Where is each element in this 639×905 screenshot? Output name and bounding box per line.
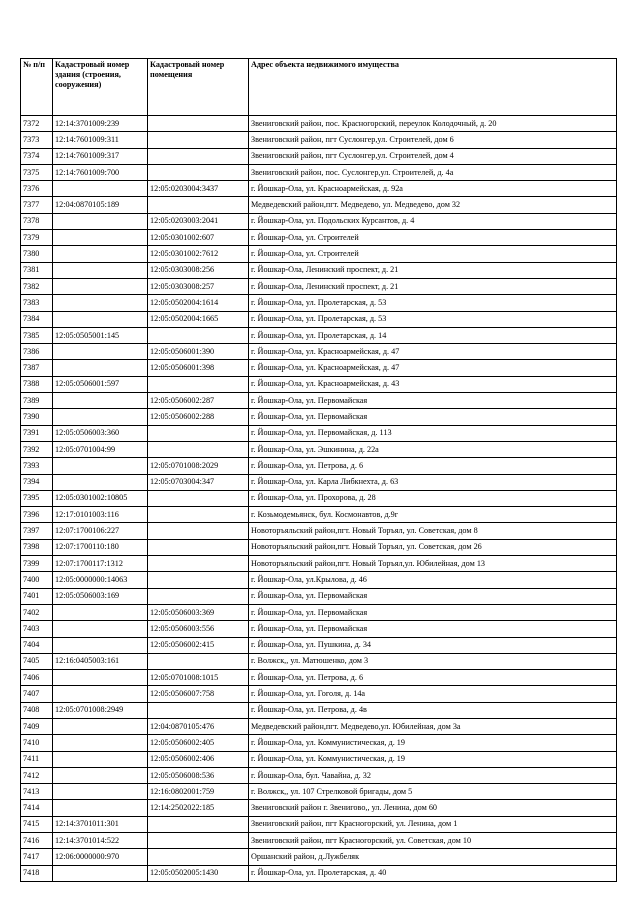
cell-room-cadastral: 12:04:0870105:476	[148, 718, 249, 734]
cell-room-cadastral	[148, 539, 249, 555]
table-row	[21, 816, 617, 832]
cell-number: 7394	[21, 474, 53, 490]
cell-building-cadastral	[53, 262, 148, 278]
table-row	[21, 490, 617, 506]
table-row	[21, 556, 617, 572]
cell-building-cadastral	[53, 409, 148, 425]
cell-address: г. Йошкар-Ола, ул. Первомайская	[249, 621, 617, 637]
table-row	[21, 393, 617, 409]
table-row	[21, 686, 617, 702]
cell-address: Новоторъяльский район,пгт. Новый Торъял, ул. Советская, дом 26	[249, 539, 617, 555]
cell-number: 7376	[21, 181, 53, 197]
cell-number: 7397	[21, 523, 53, 539]
table-row	[21, 637, 617, 653]
table-row	[21, 604, 617, 620]
cell-building-cadastral	[53, 751, 148, 767]
cell-number: 7405	[21, 653, 53, 669]
cell-address: г. Йошкар-Ола, ул. Красноармейская, д. 47	[249, 360, 617, 376]
cell-number: 7375	[21, 164, 53, 180]
cell-room-cadastral	[148, 441, 249, 457]
header-room-cadastral: Кадастровый номер помещения	[148, 59, 249, 116]
cell-number: 7393	[21, 458, 53, 474]
cell-room-cadastral: 12:05:0301002:607	[148, 230, 249, 246]
table-row	[21, 670, 617, 686]
cell-address: г. Йошкар-Ола, ул. Коммунистическая, д. 19	[249, 735, 617, 751]
cell-number: 7386	[21, 344, 53, 360]
table-row	[21, 164, 617, 180]
cell-address: г. Йошкар-Ола, ул. Первомайская, д. 113	[249, 425, 617, 441]
cell-number: 7411	[21, 751, 53, 767]
cell-number: 7416	[21, 833, 53, 849]
cell-room-cadastral: 12:05:0203004:3437	[148, 181, 249, 197]
cell-building-cadastral	[53, 604, 148, 620]
cell-number: 7384	[21, 311, 53, 327]
cell-building-cadastral: 12:05:0301002:10805	[53, 490, 148, 506]
cell-room-cadastral	[148, 425, 249, 441]
cell-address: г. Йошкар-Ола, Ленинский проспект, д. 21	[249, 278, 617, 294]
cell-number: 7378	[21, 213, 53, 229]
cell-room-cadastral	[148, 816, 249, 832]
cell-number: 7372	[21, 116, 53, 132]
table-row	[21, 213, 617, 229]
cell-room-cadastral	[148, 132, 249, 148]
cell-number: 7403	[21, 621, 53, 637]
cell-number: 7406	[21, 670, 53, 686]
cell-address: г. Йошкар-Ола, ул. Петрова, д. 6	[249, 458, 617, 474]
cell-room-cadastral: 12:05:0506008:536	[148, 767, 249, 783]
cell-number: 7414	[21, 800, 53, 816]
cell-address: г. Козьмодемьянск, бул. Космонавтов, д.9г	[249, 507, 617, 523]
cell-room-cadastral: 12:05:0506002:405	[148, 735, 249, 751]
cell-number: 7377	[21, 197, 53, 213]
cell-building-cadastral	[53, 311, 148, 327]
cell-address: Звениговский район, пос. Красногорский, переулок Колодочный, д. 20	[249, 116, 617, 132]
table-row	[21, 767, 617, 783]
cell-address: г. Йошкар-Ола, ул. Красноармейская, д. 43	[249, 376, 617, 392]
cell-room-cadastral	[148, 148, 249, 164]
table-row	[21, 230, 617, 246]
document-page	[20, 58, 616, 882]
cell-building-cadastral	[53, 295, 148, 311]
cell-number: 7417	[21, 849, 53, 865]
cell-address: г. Йошкар-Ола, ул. Подольских Курсантов, д. 4	[249, 213, 617, 229]
cell-room-cadastral: 12:05:0506003:556	[148, 621, 249, 637]
cell-building-cadastral: 12:14:3701009:239	[53, 116, 148, 132]
cell-address: Медведевский район,пгт. Медведево,ул. Юбилейная, дом 3а	[249, 718, 617, 734]
cell-number: 7392	[21, 441, 53, 457]
cell-building-cadastral	[53, 230, 148, 246]
table-row	[21, 653, 617, 669]
table-header	[21, 59, 617, 116]
cell-room-cadastral	[148, 653, 249, 669]
cell-room-cadastral: 12:05:0506001:398	[148, 360, 249, 376]
cell-room-cadastral	[148, 572, 249, 588]
table-row	[21, 702, 617, 718]
cell-number: 7387	[21, 360, 53, 376]
cell-number: 7407	[21, 686, 53, 702]
cell-room-cadastral	[148, 507, 249, 523]
cell-room-cadastral: 12:05:0701008:2029	[148, 458, 249, 474]
table-row	[21, 572, 617, 588]
table-row	[21, 735, 617, 751]
cell-room-cadastral: 12:05:0703004:347	[148, 474, 249, 490]
cell-building-cadastral	[53, 637, 148, 653]
cell-address: Звениговский район, пгт Суслонгер,ул. Строителей, дом 4	[249, 148, 617, 164]
cell-room-cadastral: 12:05:0502005:1430	[148, 865, 249, 881]
cell-room-cadastral	[148, 833, 249, 849]
table-row	[21, 262, 617, 278]
cell-number: 7391	[21, 425, 53, 441]
table-row	[21, 197, 617, 213]
cell-address: Оршанский район, д.Лужбеляк	[249, 849, 617, 865]
cell-room-cadastral: 12:05:0506007:758	[148, 686, 249, 702]
table-row	[21, 718, 617, 734]
cell-address: г. Йошкар-Ола, ул. Строителей	[249, 246, 617, 262]
cell-room-cadastral	[148, 490, 249, 506]
cell-building-cadastral	[53, 784, 148, 800]
cell-room-cadastral: 12:05:0506003:369	[148, 604, 249, 620]
cell-address: г. Йошкар-Ола, ул. Красноармейская, д. 92а	[249, 181, 617, 197]
cell-room-cadastral: 12:05:0303008:257	[148, 278, 249, 294]
cell-number: 7413	[21, 784, 53, 800]
cell-building-cadastral	[53, 621, 148, 637]
header-row	[21, 59, 617, 116]
table-row	[21, 246, 617, 262]
cell-number: 7380	[21, 246, 53, 262]
table-row	[21, 833, 617, 849]
cell-building-cadastral	[53, 181, 148, 197]
table-row	[21, 523, 617, 539]
cell-number: 7410	[21, 735, 53, 751]
cell-number: 7401	[21, 588, 53, 604]
table-row	[21, 344, 617, 360]
cell-number: 7389	[21, 393, 53, 409]
cell-building-cadastral	[53, 278, 148, 294]
cell-building-cadastral: 12:14:7601009:317	[53, 148, 148, 164]
cell-room-cadastral: 12:05:0502004:1665	[148, 311, 249, 327]
header-building-cadastral: Кадастровый номер здания (строения, сооружения)	[53, 59, 148, 116]
cell-building-cadastral	[53, 670, 148, 686]
table-row	[21, 148, 617, 164]
cell-address: Новоторъяльский район,пгт. Новый Торъял, ул. Советская, дом 8	[249, 523, 617, 539]
cell-number: 7402	[21, 604, 53, 620]
cell-building-cadastral	[53, 767, 148, 783]
cell-room-cadastral: 12:05:0506002:287	[148, 393, 249, 409]
cell-building-cadastral	[53, 393, 148, 409]
cell-number: 7415	[21, 816, 53, 832]
cell-room-cadastral	[148, 849, 249, 865]
cell-room-cadastral: 12:14:2502022:185	[148, 800, 249, 816]
cell-address: Новоторъяльский район,пгт. Новый Торъял,ул. Юбилейная, дом 13	[249, 556, 617, 572]
cell-building-cadastral: 12:16:0405003:161	[53, 653, 148, 669]
cell-number: 7418	[21, 865, 53, 881]
table-row	[21, 311, 617, 327]
cell-room-cadastral: 12:05:0502004:1614	[148, 295, 249, 311]
table-row	[21, 295, 617, 311]
cell-room-cadastral	[148, 116, 249, 132]
table-body	[21, 116, 617, 882]
cell-building-cadastral: 12:17:0101003:116	[53, 507, 148, 523]
cell-address: Звениговский район, пгт Красногорский, ул. Советская, дом 10	[249, 833, 617, 849]
header-address: Адрес объекта недвижимого имущества	[249, 59, 617, 116]
table-row	[21, 278, 617, 294]
cell-building-cadastral	[53, 458, 148, 474]
cell-building-cadastral	[53, 344, 148, 360]
cell-room-cadastral	[148, 523, 249, 539]
cell-address: г. Йошкар-Ола, бул. Чавайна, д. 32	[249, 767, 617, 783]
cell-room-cadastral	[148, 197, 249, 213]
cell-building-cadastral: 12:05:0000000:14063	[53, 572, 148, 588]
cell-number: 7388	[21, 376, 53, 392]
table-row	[21, 751, 617, 767]
cell-room-cadastral: 12:16:0802001:759	[148, 784, 249, 800]
cell-building-cadastral: 12:05:0701004:99	[53, 441, 148, 457]
table-row	[21, 849, 617, 865]
cell-address: г. Йошкар-Ола, ул. Гоголя, д. 14а	[249, 686, 617, 702]
cell-address: г. Йошкар-Ола, ул. Пушкина, д. 34	[249, 637, 617, 653]
cell-address: г. Йошкар-Ола, ул. Петрова, д. 6	[249, 670, 617, 686]
cell-room-cadastral: 12:05:0506001:390	[148, 344, 249, 360]
cell-building-cadastral: 12:14:7601009:311	[53, 132, 148, 148]
cell-number: 7382	[21, 278, 53, 294]
cell-room-cadastral: 12:05:0203003:2041	[148, 213, 249, 229]
table-row	[21, 441, 617, 457]
table-row	[21, 784, 617, 800]
cell-room-cadastral	[148, 327, 249, 343]
cell-room-cadastral	[148, 702, 249, 718]
cell-building-cadastral: 12:04:0870105:189	[53, 197, 148, 213]
cell-building-cadastral: 12:06:0000000:970	[53, 849, 148, 865]
cell-room-cadastral	[148, 164, 249, 180]
cell-building-cadastral: 12:07:1700106:227	[53, 523, 148, 539]
cell-building-cadastral: 12:14:3701014:522	[53, 833, 148, 849]
table-row	[21, 588, 617, 604]
cell-number: 7399	[21, 556, 53, 572]
cell-building-cadastral: 12:05:0506003:169	[53, 588, 148, 604]
cell-number: 7373	[21, 132, 53, 148]
cell-address: г. Йошкар-Ола, ул. Пролетарская, д. 53	[249, 311, 617, 327]
table-row	[21, 621, 617, 637]
cell-address: Звениговский район, пгт Суслонгер,ул. Строителей, дом 6	[249, 132, 617, 148]
table-row	[21, 327, 617, 343]
table-row	[21, 132, 617, 148]
table-row	[21, 458, 617, 474]
table-row	[21, 360, 617, 376]
cell-number: 7381	[21, 262, 53, 278]
cell-number: 7400	[21, 572, 53, 588]
cell-building-cadastral	[53, 800, 148, 816]
table-row	[21, 116, 617, 132]
cell-address: г. Волжск,, ул. Матюшенко, дом 3	[249, 653, 617, 669]
cell-number: 7398	[21, 539, 53, 555]
table-row	[21, 800, 617, 816]
cell-building-cadastral	[53, 718, 148, 734]
cell-address: Медведевский район,пгт. Медведево, ул. Медведево, дом 32	[249, 197, 617, 213]
cell-address: г. Йошкар-Ола, ул. Эшкинина, д. 22а	[249, 441, 617, 457]
cell-building-cadastral	[53, 474, 148, 490]
cell-number: 7385	[21, 327, 53, 343]
cell-number: 7409	[21, 718, 53, 734]
table-row	[21, 539, 617, 555]
cell-number: 7379	[21, 230, 53, 246]
cell-room-cadastral	[148, 556, 249, 572]
table-row	[21, 425, 617, 441]
cell-address: г. Йошкар-Ола, ул. Первомайская	[249, 604, 617, 620]
table-row	[21, 865, 617, 881]
cell-address: г. Йошкар-Ола, ул. Пролетарская, д. 40	[249, 865, 617, 881]
cell-building-cadastral	[53, 735, 148, 751]
cell-building-cadastral: 12:07:1700117:1312	[53, 556, 148, 572]
cell-room-cadastral: 12:05:0506002:415	[148, 637, 249, 653]
cell-building-cadastral	[53, 213, 148, 229]
table-row	[21, 376, 617, 392]
cell-number: 7396	[21, 507, 53, 523]
cell-building-cadastral: 12:05:0505001:145	[53, 327, 148, 343]
cell-address: г. Йошкар-Ола, ул. Карла Либкнехта, д. 63	[249, 474, 617, 490]
cell-number: 7404	[21, 637, 53, 653]
cell-address: г. Волжск,, ул. 107 Стрелковой бригады, дом 5	[249, 784, 617, 800]
cell-address: г. Йошкар-Ола, ул. Пролетарская, д. 53	[249, 295, 617, 311]
cell-number: 7390	[21, 409, 53, 425]
cell-address: г. Йошкар-Ола, ул. Первомайская	[249, 409, 617, 425]
cell-address: Звениговский район г. Звенигово,, ул. Ленина, дом 60	[249, 800, 617, 816]
cell-address: г. Йошкар-Ола, ул. Первомайская	[249, 393, 617, 409]
cell-address: г. Йошкар-Ола, ул. Первомайская	[249, 588, 617, 604]
cell-room-cadastral: 12:05:0506002:288	[148, 409, 249, 425]
cell-building-cadastral	[53, 686, 148, 702]
cell-building-cadastral: 12:05:0701008:2949	[53, 702, 148, 718]
cell-address: г. Йошкар-Ола, ул. Коммунистическая, д. 19	[249, 751, 617, 767]
cell-building-cadastral	[53, 865, 148, 881]
cell-address: г. Йошкар-Ола, ул. Петрова, д. 4в	[249, 702, 617, 718]
cell-address: г. Йошкар-Ола, ул.Крылова, д. 46	[249, 572, 617, 588]
table-row	[21, 409, 617, 425]
table-row	[21, 507, 617, 523]
cell-building-cadastral: 12:14:3701011:301	[53, 816, 148, 832]
cell-number: 7383	[21, 295, 53, 311]
cell-building-cadastral	[53, 360, 148, 376]
cell-address: Звениговский район, пгт Красногорский, ул. Ленина, дом 1	[249, 816, 617, 832]
cell-address: г. Йошкар-Ола, ул. Пролетарская, д. 14	[249, 327, 617, 343]
cell-number: 7412	[21, 767, 53, 783]
cell-building-cadastral: 12:07:1700110:180	[53, 539, 148, 555]
cell-number: 7374	[21, 148, 53, 164]
cell-room-cadastral: 12:05:0303008:256	[148, 262, 249, 278]
cell-room-cadastral: 12:05:0506002:406	[148, 751, 249, 767]
header-number: № п/п	[21, 59, 53, 116]
cell-address: г. Йошкар-Ола, ул. Строителей	[249, 230, 617, 246]
cell-number: 7395	[21, 490, 53, 506]
cell-address: г. Йошкар-Ола, ул. Красноармейская, д. 47	[249, 344, 617, 360]
table-row	[21, 181, 617, 197]
cell-building-cadastral	[53, 246, 148, 262]
cell-building-cadastral: 12:05:0506001:597	[53, 376, 148, 392]
cell-address: Звениговский район, пос. Суслонгер,ул. Строителей, д. 4а	[249, 164, 617, 180]
cell-building-cadastral: 12:14:7601009:700	[53, 164, 148, 180]
cell-number: 7408	[21, 702, 53, 718]
cell-room-cadastral: 12:05:0701008:1015	[148, 670, 249, 686]
cell-address: г. Йошкар-Ола, ул. Прохорова, д. 28	[249, 490, 617, 506]
cell-building-cadastral: 12:05:0506003:360	[53, 425, 148, 441]
cell-room-cadastral: 12:05:0301002:7612	[148, 246, 249, 262]
cell-address: г. Йошкар-Ола, Ленинский проспект, д. 21	[249, 262, 617, 278]
cell-room-cadastral	[148, 376, 249, 392]
cell-room-cadastral	[148, 588, 249, 604]
property-table	[20, 58, 617, 882]
table-row	[21, 474, 617, 490]
